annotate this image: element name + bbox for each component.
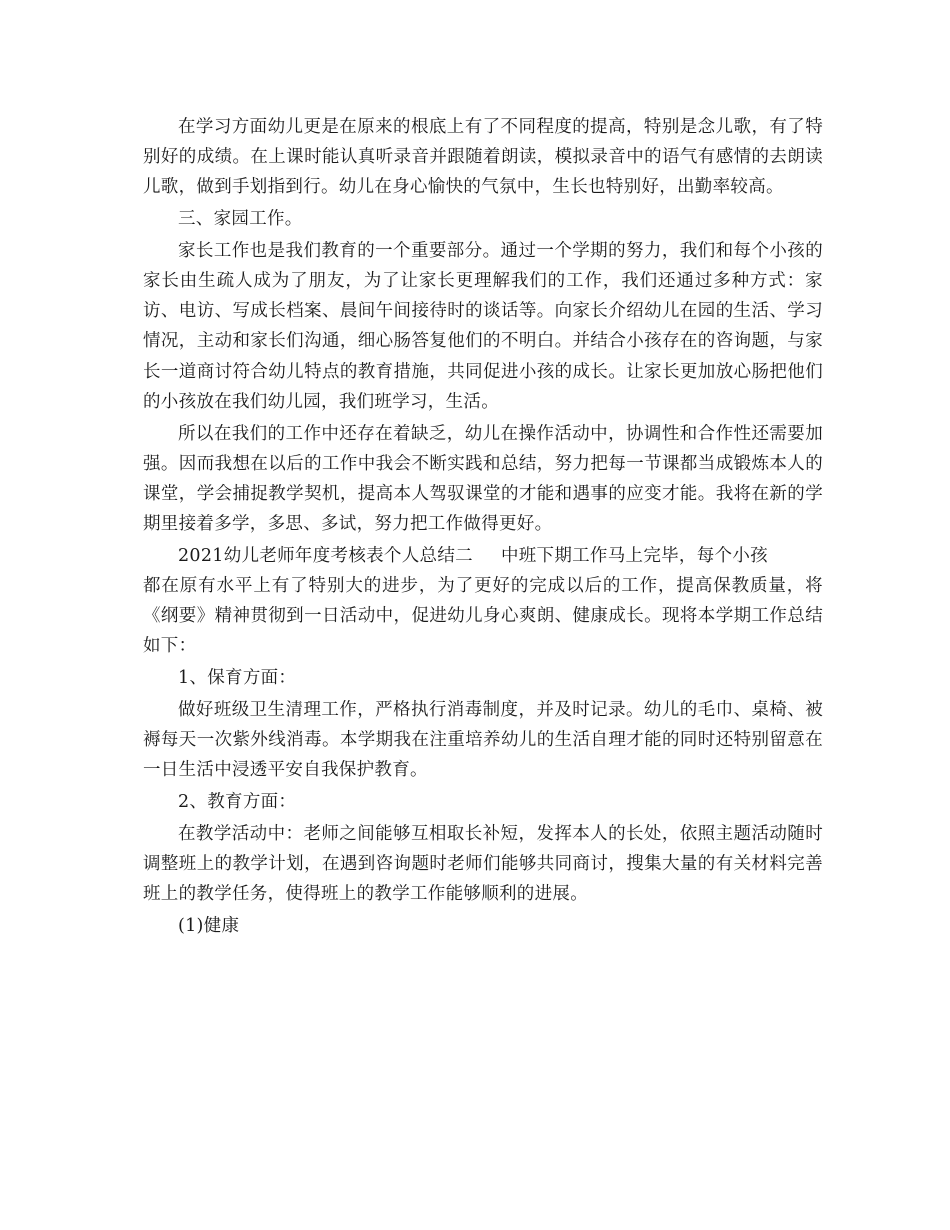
paragraph-education: 在教学活动中：老师之间能够互相取长补短，发挥本人的长处，依照主题活动随时调整班上的教学计划，在遇到咨询题时老师们能够共同商讨，搜集大量的有关材料完善班上的教学任务，使得班上的教学工作能够顺利的进展。 <box>143 823 823 905</box>
heading-health: (1)健康 <box>178 915 240 936</box>
section2-intro-rest: 都在原有水平上有了特别大的进步，为了更好的完成以后的工作，提高保教质量，将《纲要》精神贯彻到一日活动中，促进幼儿身心爽朗、健康成长。现将本学期工作总结如下： <box>143 576 823 657</box>
section2-first-line <box>143 541 823 571</box>
paragraph-learning: 在学习方面幼儿更是在原来的根底上有了不同程度的提高，特别是念儿歌，有了特别好的成绩。在上课时能认真听录音并跟随着朗读，模拟录音中的语气有感情的去朗读儿歌，做到手划指到行。幼儿在身心愉快的气氛中，生长也特别好，出勤率较高。 <box>143 117 823 198</box>
section2-intro-first: 中班下期工作马上完毕，每个小孩 <box>500 545 768 566</box>
heading-education: 2、教育方面： <box>178 791 297 812</box>
document-page <box>143 112 823 941</box>
paragraph-care: 做好班级卫生清理工作，严格执行消毒制度，并及时记录。幼儿的毛巾、桌椅、被褥每天一次紫外线消毒。本学期我在注重培养幼儿的生活自理才能的同时还特别留意在一日生活中浸透平安自我保护教育。 <box>143 699 823 781</box>
paragraph-parent-work: 家长工作也是我们教育的一个重要部分。通过一个学期的努力，我们和每个小孩的家长由生疏人成为了朋友，为了让家长更理解我们的工作，我们还通过多种方式：家访、电访、写成长档案、晨间午间接待时的谈话等。向家长介绍幼儿在园的生活、学习情况，主动和家长们沟通，细心肠答复他们的不明白。并结合小孩存在的咨询题，与家长一道商讨符合幼儿特点的教育措施，共同促进小孩的成长。让家长更加放心肠把他们的小孩放在我们幼儿园，我们班学习，生活。 <box>143 240 823 412</box>
paragraph-shortcomings: 所以在我们的工作中还存在着缺乏，幼儿在操作活动中，协调性和合作性还需要加强。因而我想在以后的工作中我会不断实践和总结，努力把每一节课都当成锻炼本人的课堂，学会捕捉教学契机，提高本人驾驭课堂的才能和遇事的应变才能。我将在新的学期里接着多学，多思、多试，努力把工作做得更好。 <box>143 423 823 535</box>
section2-title: 2021幼儿老师年度考核表个人总结二 <box>178 545 473 566</box>
heading-care: 1、保育方面： <box>178 668 297 689</box>
heading-home-school: 三、家园工作。 <box>178 209 303 230</box>
paragraph-section2-intro <box>143 541 823 662</box>
